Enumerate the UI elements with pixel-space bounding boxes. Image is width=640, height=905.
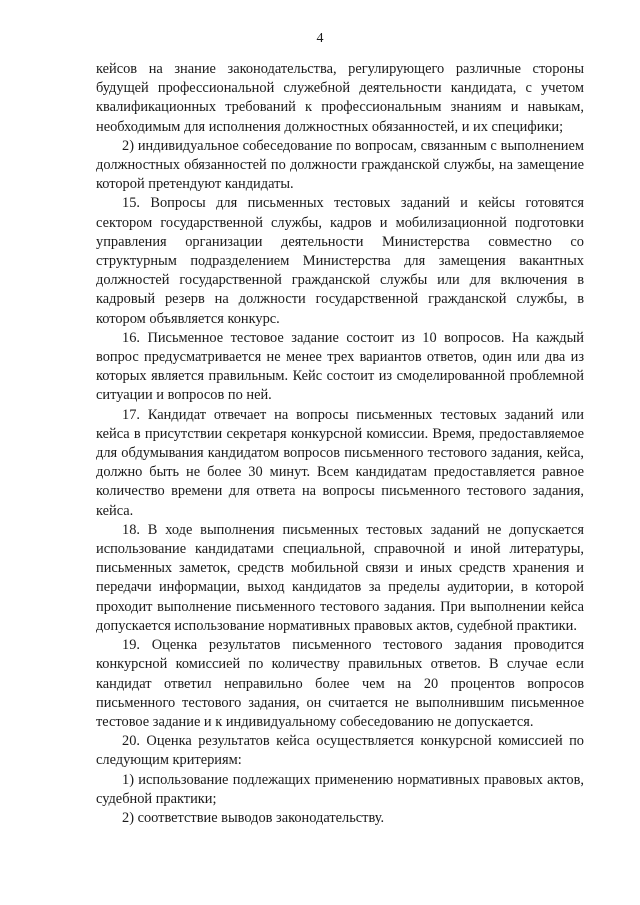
paragraph-19: 19. Оценка результатов письменного тестового задания проводится конкурсной комиссией по количеству правильных ответов. В случае если кандидат ответил неправильно более чем на 20 процентов вопросов письменного тестового задания, он считается не выполнившим письменное тестовое задание и к индивидуальному собеседованию не допускается.: [96, 637, 584, 730]
paragraph-15: 15. Вопросы для письменных тестовых заданий и кейсы готовятся сектором государственной службы, кадров и мобилизационной подготовки управления организации деятельности Министерства совместно со структурным подразделением Министерства для замещения вакантных должностей государственной гражданской службы или для включения в кадровый резерв на должности государственной гражданской службы, в котором объявляется конкурс.: [96, 195, 584, 327]
paragraph-item-2-interview: 2) индивидуальное собеседование по вопросам, связанным с выполнением должностных обязанностей по должности гражданской службы, на замещение которой претендуют кандидаты.: [96, 137, 584, 193]
criterion-2: 2) соответствие выводов законодательству.: [122, 809, 385, 826]
paragraph-16: 16. Письменное тестовое задание состоит из 10 вопросов. На каждый вопрос предусматривается не менее трех вариантов ответов, один или два из которых является правильным. Кейс состоит из смоделированной проблемной ситуации и вопросов по ней.: [96, 329, 584, 404]
paragraph-continuation: кейсов на знание законодательства, регулирующего различные стороны будущей профессиональной служебной деятельности кандидата, с учетом квалификационных требований к профессиональным знаниям и навыкам, необходимым для исполнения должностных обязанностей, и их специфики;: [96, 61, 584, 135]
paragraph-18: 18. В ходе выполнения письменных тестовых заданий не допускается использование кандидатами специальной, справочной и иной литературы, письменных заметок, средств мобильной связи и иных средств хранения и передачи информации, выход кандидатов за пределы аудитории, в которой проходит выполнение письменного тестового задания. При выполнении кейса допускается использование нормативных правовых актов, судебной практики.: [96, 521, 584, 634]
paragraph-20: 20. Оценка результатов кейса осуществляется конкурсной комиссией по следующим критериям:: [96, 733, 584, 769]
document-body: [96, 60, 584, 828]
criterion-1: 1) использование подлежащих применению нормативных правовых актов, судебной практики;: [96, 771, 584, 807]
page-number: 4: [316, 31, 324, 46]
paragraph-17: 17. Кандидат отвечает на вопросы письменных тестовых заданий или кейса в присутствии секретаря конкурсной комиссии. Время, предоставляемое для обдумывания кандидатом вопросов письменного тестового задания, кейса, должно быть не более 30 минут. Всем кандидатам предоставляется равное количество времени для ответа на вопросы письменного тестового задания, кейса.: [96, 406, 584, 519]
